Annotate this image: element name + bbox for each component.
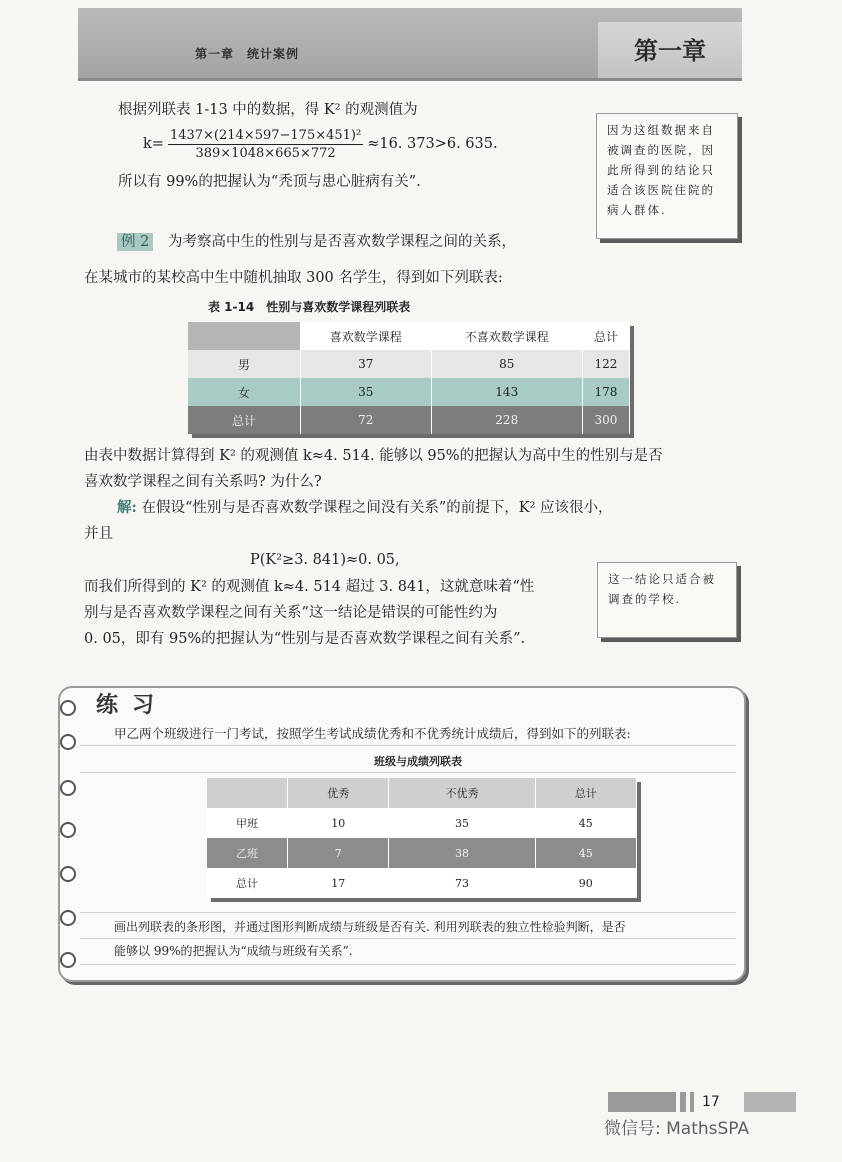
table-cell: 10 — [288, 808, 389, 838]
table-cell: 乙班 — [207, 838, 288, 868]
table-cell: 总计 — [188, 406, 301, 434]
table-cell: 228 — [431, 406, 582, 434]
table-header-cell — [188, 322, 301, 350]
table-header-row — [188, 322, 630, 350]
ruled-line — [80, 964, 736, 965]
solution-line1 — [117, 496, 613, 520]
class-grade-table — [207, 778, 637, 898]
question-line2: 喜欢数学课程之间有关系吗? 为什么? — [84, 474, 322, 490]
example-tag: 例 2 — [117, 233, 153, 251]
page-number: 17 — [702, 1094, 720, 1110]
numerator: 1437×(214×597−175×451)² — [169, 127, 362, 143]
binder-ring-icon — [60, 780, 76, 796]
binder-ring-icon — [60, 910, 76, 926]
solution-line3: 而我们所得到的 K² 的观测值 k≈4. 514 超过 3. 841，这就意味着“性 — [84, 579, 535, 595]
table-cell: 178 — [582, 378, 629, 406]
example-2-line2: 在某城市的某校高中生中随机抽取 300 名学生，得到如下列联表: — [84, 270, 503, 286]
solution-label: 解: — [117, 499, 137, 516]
table-cell: 300 — [582, 406, 629, 434]
side-note-school: 这一结论只适合被调查的学校. — [597, 562, 737, 638]
ruled-line — [80, 745, 736, 746]
table-row — [188, 406, 630, 434]
denominator: 389×1048×665×772 — [195, 145, 336, 161]
table-cell: 122 — [582, 350, 629, 378]
table-header-row — [207, 778, 637, 808]
table-cell: 45 — [535, 838, 636, 868]
table-cell: 35 — [389, 808, 535, 838]
k-formula — [143, 124, 498, 164]
solution-line2: 并且 — [84, 526, 113, 542]
table-header-cell: 总计 — [582, 322, 629, 350]
binder-ring-icon — [60, 734, 76, 750]
exercise-task-line1: 画出列联表的条形图，并通过图形判断成绩与班级是否有关. 利用列联表的独立性检验判断，是否 — [114, 920, 626, 934]
table-header-cell: 不喜欢数学课程 — [431, 322, 582, 350]
question-line1: 由表中数据计算得到 K² 的观测值 k≈4. 514. 能够以 95%的把握认为高中生的性别与是否 — [84, 448, 663, 464]
table-cell: 甲班 — [207, 808, 288, 838]
table-row — [188, 378, 630, 406]
probability-formula: P(K²≥3. 841)≈0. 05, — [250, 552, 400, 568]
binder-ring-icon — [60, 866, 76, 882]
ruled-line — [80, 912, 736, 913]
table-cell: 总计 — [207, 868, 288, 898]
header-title: 第一章 统计案例 — [195, 47, 300, 61]
ruled-line — [80, 772, 736, 773]
table-cell: 38 — [389, 838, 535, 868]
solution-line5: 0. 05，即有 95%的把握认为“性别与是否喜欢数学课程之间有关系”. — [84, 631, 526, 647]
table-header-cell: 不优秀 — [389, 778, 535, 808]
fraction — [168, 127, 363, 162]
table1-caption: 表 1-14 性别与喜欢数学课程列联表 — [208, 300, 411, 314]
table-cell: 17 — [288, 868, 389, 898]
table-header-cell — [207, 778, 288, 808]
wechat-watermark: 微信号: MathsSPA — [604, 1119, 750, 1139]
exercise-intro: 甲乙两个班级进行一门考试，按照学生考试成绩优秀和不优秀统计成绩后，得到如下的列联表: — [114, 726, 631, 741]
table-cell: 37 — [301, 350, 432, 378]
solution-text: 在假设“性别与是否喜欢数学课程之间没有关系”的前提下，K² 应该很小， — [141, 500, 613, 516]
table-row — [188, 350, 630, 378]
binder-ring-icon — [60, 700, 76, 716]
exercise-task-line2: 能够以 99%的把握认为“成绩与班级有关系”. — [114, 944, 353, 958]
table-header-cell: 总计 — [535, 778, 636, 808]
solution-line4: 别与是否喜欢数学课程之间有关系”这一结论是错误的可能性约为 — [84, 605, 498, 621]
binder-ring-icon — [60, 822, 76, 838]
binder-ring-icon — [60, 952, 76, 968]
table-row — [207, 838, 637, 868]
table-row — [207, 808, 637, 838]
table-cell: 143 — [431, 378, 582, 406]
table-header-cell: 优秀 — [288, 778, 389, 808]
formula-prefix: k= — [143, 136, 164, 152]
table-cell: 女 — [188, 378, 301, 406]
table-header-cell: 喜欢数学课程 — [301, 322, 432, 350]
table-cell: 72 — [301, 406, 432, 434]
table-cell: 85 — [431, 350, 582, 378]
example-2-line1 — [117, 230, 516, 254]
table-cell: 35 — [301, 378, 432, 406]
table-cell: 45 — [535, 808, 636, 838]
conclusion-line: 所以有 99%的把握认为“秃顶与患心脏病有关”. — [118, 174, 421, 190]
chapter-tab: 第一章 — [598, 22, 742, 78]
example-text: 为考察高中生的性别与是否喜欢数学课程之间的关系， — [167, 234, 516, 250]
table-cell: 73 — [389, 868, 535, 898]
table-cell: 男 — [188, 350, 301, 378]
intro-line: 根据列联表 1-13 中的数据，得 K² 的观测值为 — [118, 102, 418, 118]
exercise-table-caption: 班级与成绩列联表 — [374, 755, 462, 768]
table-cell: 7 — [288, 838, 389, 868]
ruled-line — [80, 938, 736, 939]
table-row — [207, 868, 637, 898]
formula-suffix: ≈16. 373>6. 635. — [367, 136, 498, 152]
table-cell: 90 — [535, 868, 636, 898]
side-note-hospital: 因为这组数据来自被调查的医院，因此所得到的结论只适合该医院住院的病人群体. — [596, 113, 738, 239]
exercise-title: 练习 — [96, 693, 169, 718]
gender-math-table — [188, 322, 630, 434]
